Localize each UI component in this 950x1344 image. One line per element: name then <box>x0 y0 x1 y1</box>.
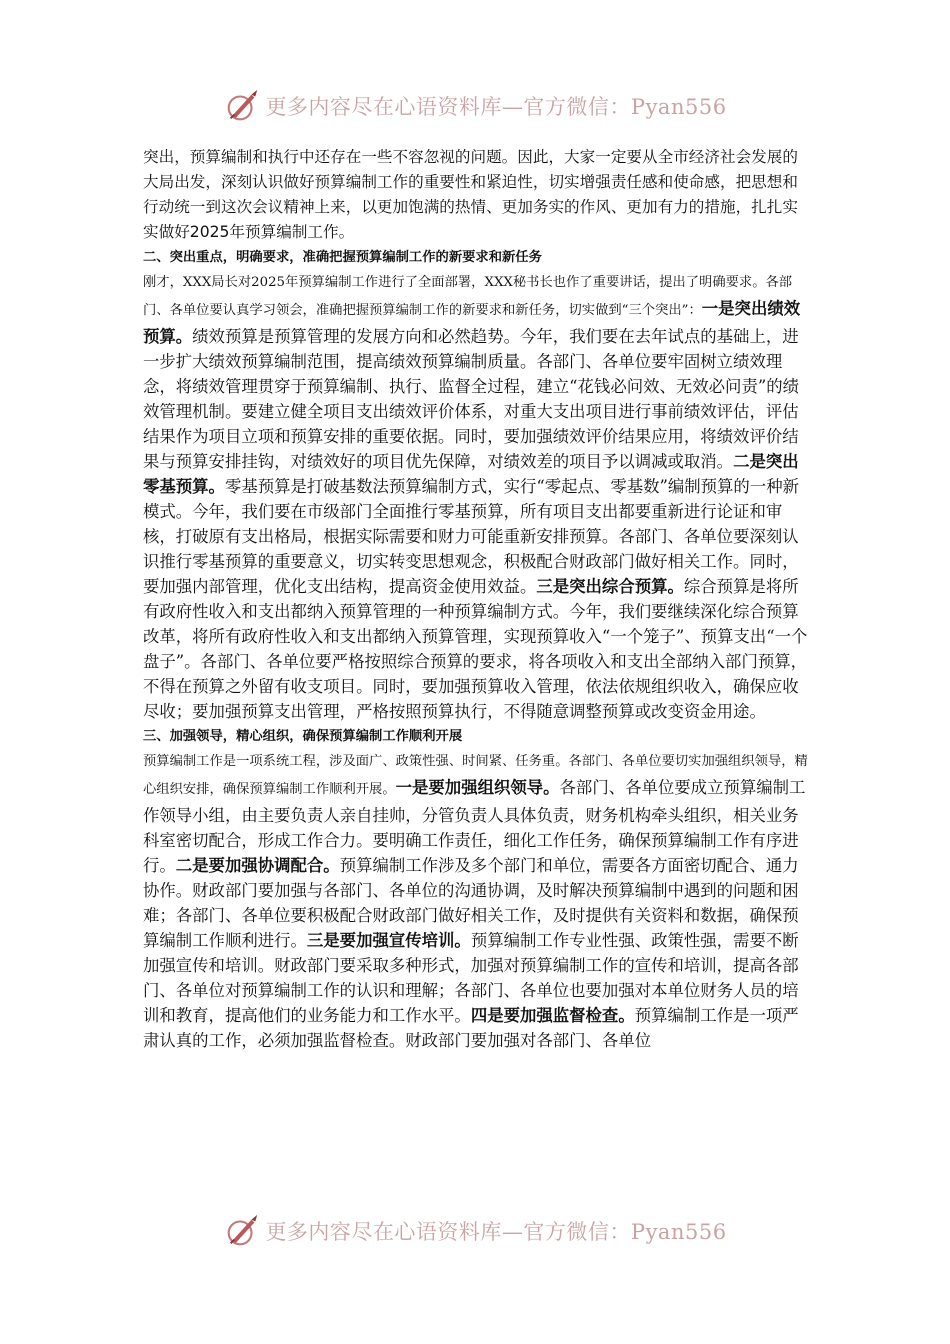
section-3-point-4-title: 四是要加强监督检查。 <box>470 1006 635 1025</box>
section-3-point-4-text: 预算编制工作是一项严肃认真的工作，必须加强监督检查。财政部门要加强对各部门、各单位 <box>143 1006 799 1050</box>
section-3-point-3-text: 预算编制工作专业性强、政策性强，需要不断加强宣传和培训。财政部门要采取多种形式，加强对预算编制工作的宣传和培训，提高各部门、各单位对预算编制工作的认识和理解；各部门、各单位也要加强对本单位财务人员的培训和教育，提高他们的业务能力和工作水平。 <box>143 931 799 1025</box>
watermark-text: 更多内容尽在心语资料库—官方微信：Pyan556 <box>265 95 727 119</box>
section-3-point-1-title: 一是要加强组织领导。 <box>395 778 560 797</box>
watermark-header <box>0 84 950 128</box>
intro-paragraph: 突出，预算编制和执行中还存在一些不容忽视的问题。因此，大家一定要从全市经济社会发展的大局出发，深刻认识做好预算编制工作的重要性和紧迫性，切实增强责任感和使命感，把思想和行动统一到这次会议精神上来，以更加饱满的热情、更加务实的作风、更加有力的措施，扎扎实实做好2025年预算编制工作。 <box>143 148 798 241</box>
section-3-heading: 三、加强领导，精心组织，确保预算编制工作顺利开展 <box>143 729 463 744</box>
section-3-point-3-title: 三是要加强宣传培训。 <box>306 931 471 950</box>
section-2-point-2-text: 零基预算是打破基数法预算编制方式，实行“零起点、零基数”编制预算的一种新模式。今年，我们要在市级部门全面推行零基预算，所有项目支出都要重新进行论证和审核，打破原有支出格局，根据实际需要和财力可能重新安排预算。各部门、各单位要深刻认识推行零基预算的重要意义，切实转变思想观念，积极配合财政部门做好相关工作。同时，要加强内部管理，优化支出结构，提高资金使用效益。 <box>143 477 799 596</box>
section-2-heading: 二、突出重点，明确要求，准确把握预算编制工作的新要求和新任务 <box>143 250 542 265</box>
section-3-body <box>143 748 808 1053</box>
section-2-point-2-title: 二是突出零基预算。 <box>143 452 799 496</box>
section-3-point-2-text: 预算编制工作涉及多个部门和单位，需要各方面密切配合、通力协作。财政部门要加强与各部门、各单位的沟通协调，及时解决预算编制中遇到的问题和困难；各部门、各单位要积极配合财政部门做好相关工作，及时提供有关资料和数据，确保预算编制工作顺利进行。 <box>143 856 799 950</box>
section-3-lead: 预算编制工作是一项系统工程，涉及面广、政策性强、时间紧、任务重。各部门、各单位要切实加强组织领导，精心组织安排，确保预算编制工作顺利开展。 <box>143 754 808 797</box>
section-3-point-2-title: 二是要加强协调配合。 <box>175 856 340 875</box>
watermark-footer <box>0 1209 950 1253</box>
section-2-point-1-title: 一是突出绩效预算。 <box>143 299 801 346</box>
watermark-text: 更多内容尽在心语资料库—官方微信：Pyan556 <box>265 1220 727 1244</box>
document-body <box>143 145 808 1053</box>
section-2-body <box>143 269 808 724</box>
section-2-point-3-title: 三是突出综合预算。 <box>536 577 684 596</box>
quill-pen-logo-icon <box>223 87 261 125</box>
quill-pen-logo-icon <box>223 1212 261 1250</box>
section-2-point-3-text: 综合预算是将所有政府性收入和支出都纳入预算管理的一种预算编制方式。今年，我们要继续深化综合预算改革，将所有政府性收入和支出都纳入预算管理，实现预算收入“一个笼子”、预算支出“一个盘子”。各部门、各单位要严格按照综合预算的要求，将各项收入和支出全部纳入部门预算，不得在预算之外留有收支项目。同时，要加强预算收入管理，依法依规组织收入，确保应收尽收；要加强预算支出管理，严格按照预算执行，不得随意调整预算或改变资金用途。 <box>143 577 808 721</box>
section-2-point-1-text: 绩效预算是预算管理的发展方向和必然趋势。今年，我们要在去年试点的基础上，进一步扩大绩效预算编制范围，提高绩效预算编制质量。各部门、各单位要牢固树立绩效理念，将绩效管理贯穿于预算编制、执行、监督全过程，建立“花钱必问效、无效必问责”的绩效管理机制。要建立健全项目支出绩效评价体系，对重大支出项目进行事前绩效评估，评估结果作为项目立项和预算安排的重要依据。同时，要加强绩效评价结果应用，将绩效评价结果与预算安排挂钩，对绩效好的项目优先保障，对绩效差的项目予以调减或取消。 <box>143 327 799 471</box>
section-2-lead: 刚才，XXX局长对2025年预算编制工作进行了全面部署，XXX秘书长也作了重要讲话，提出了明确要求。各部门、各单位要认真学习领会，准确把握预算编制工作的新要求和新任务，切实做到“三个突出”： <box>143 275 793 318</box>
section-3-point-1-text: 各部门、各单位要成立预算编制工作领导小组，由主要负责人亲自挂帅，分管负责人具体负责，财务机构牵头组织，相关业务科室密切配合，形成工作合力。要明确工作责任，细化工作任务，确保预算编制工作有序进行。 <box>143 778 806 875</box>
